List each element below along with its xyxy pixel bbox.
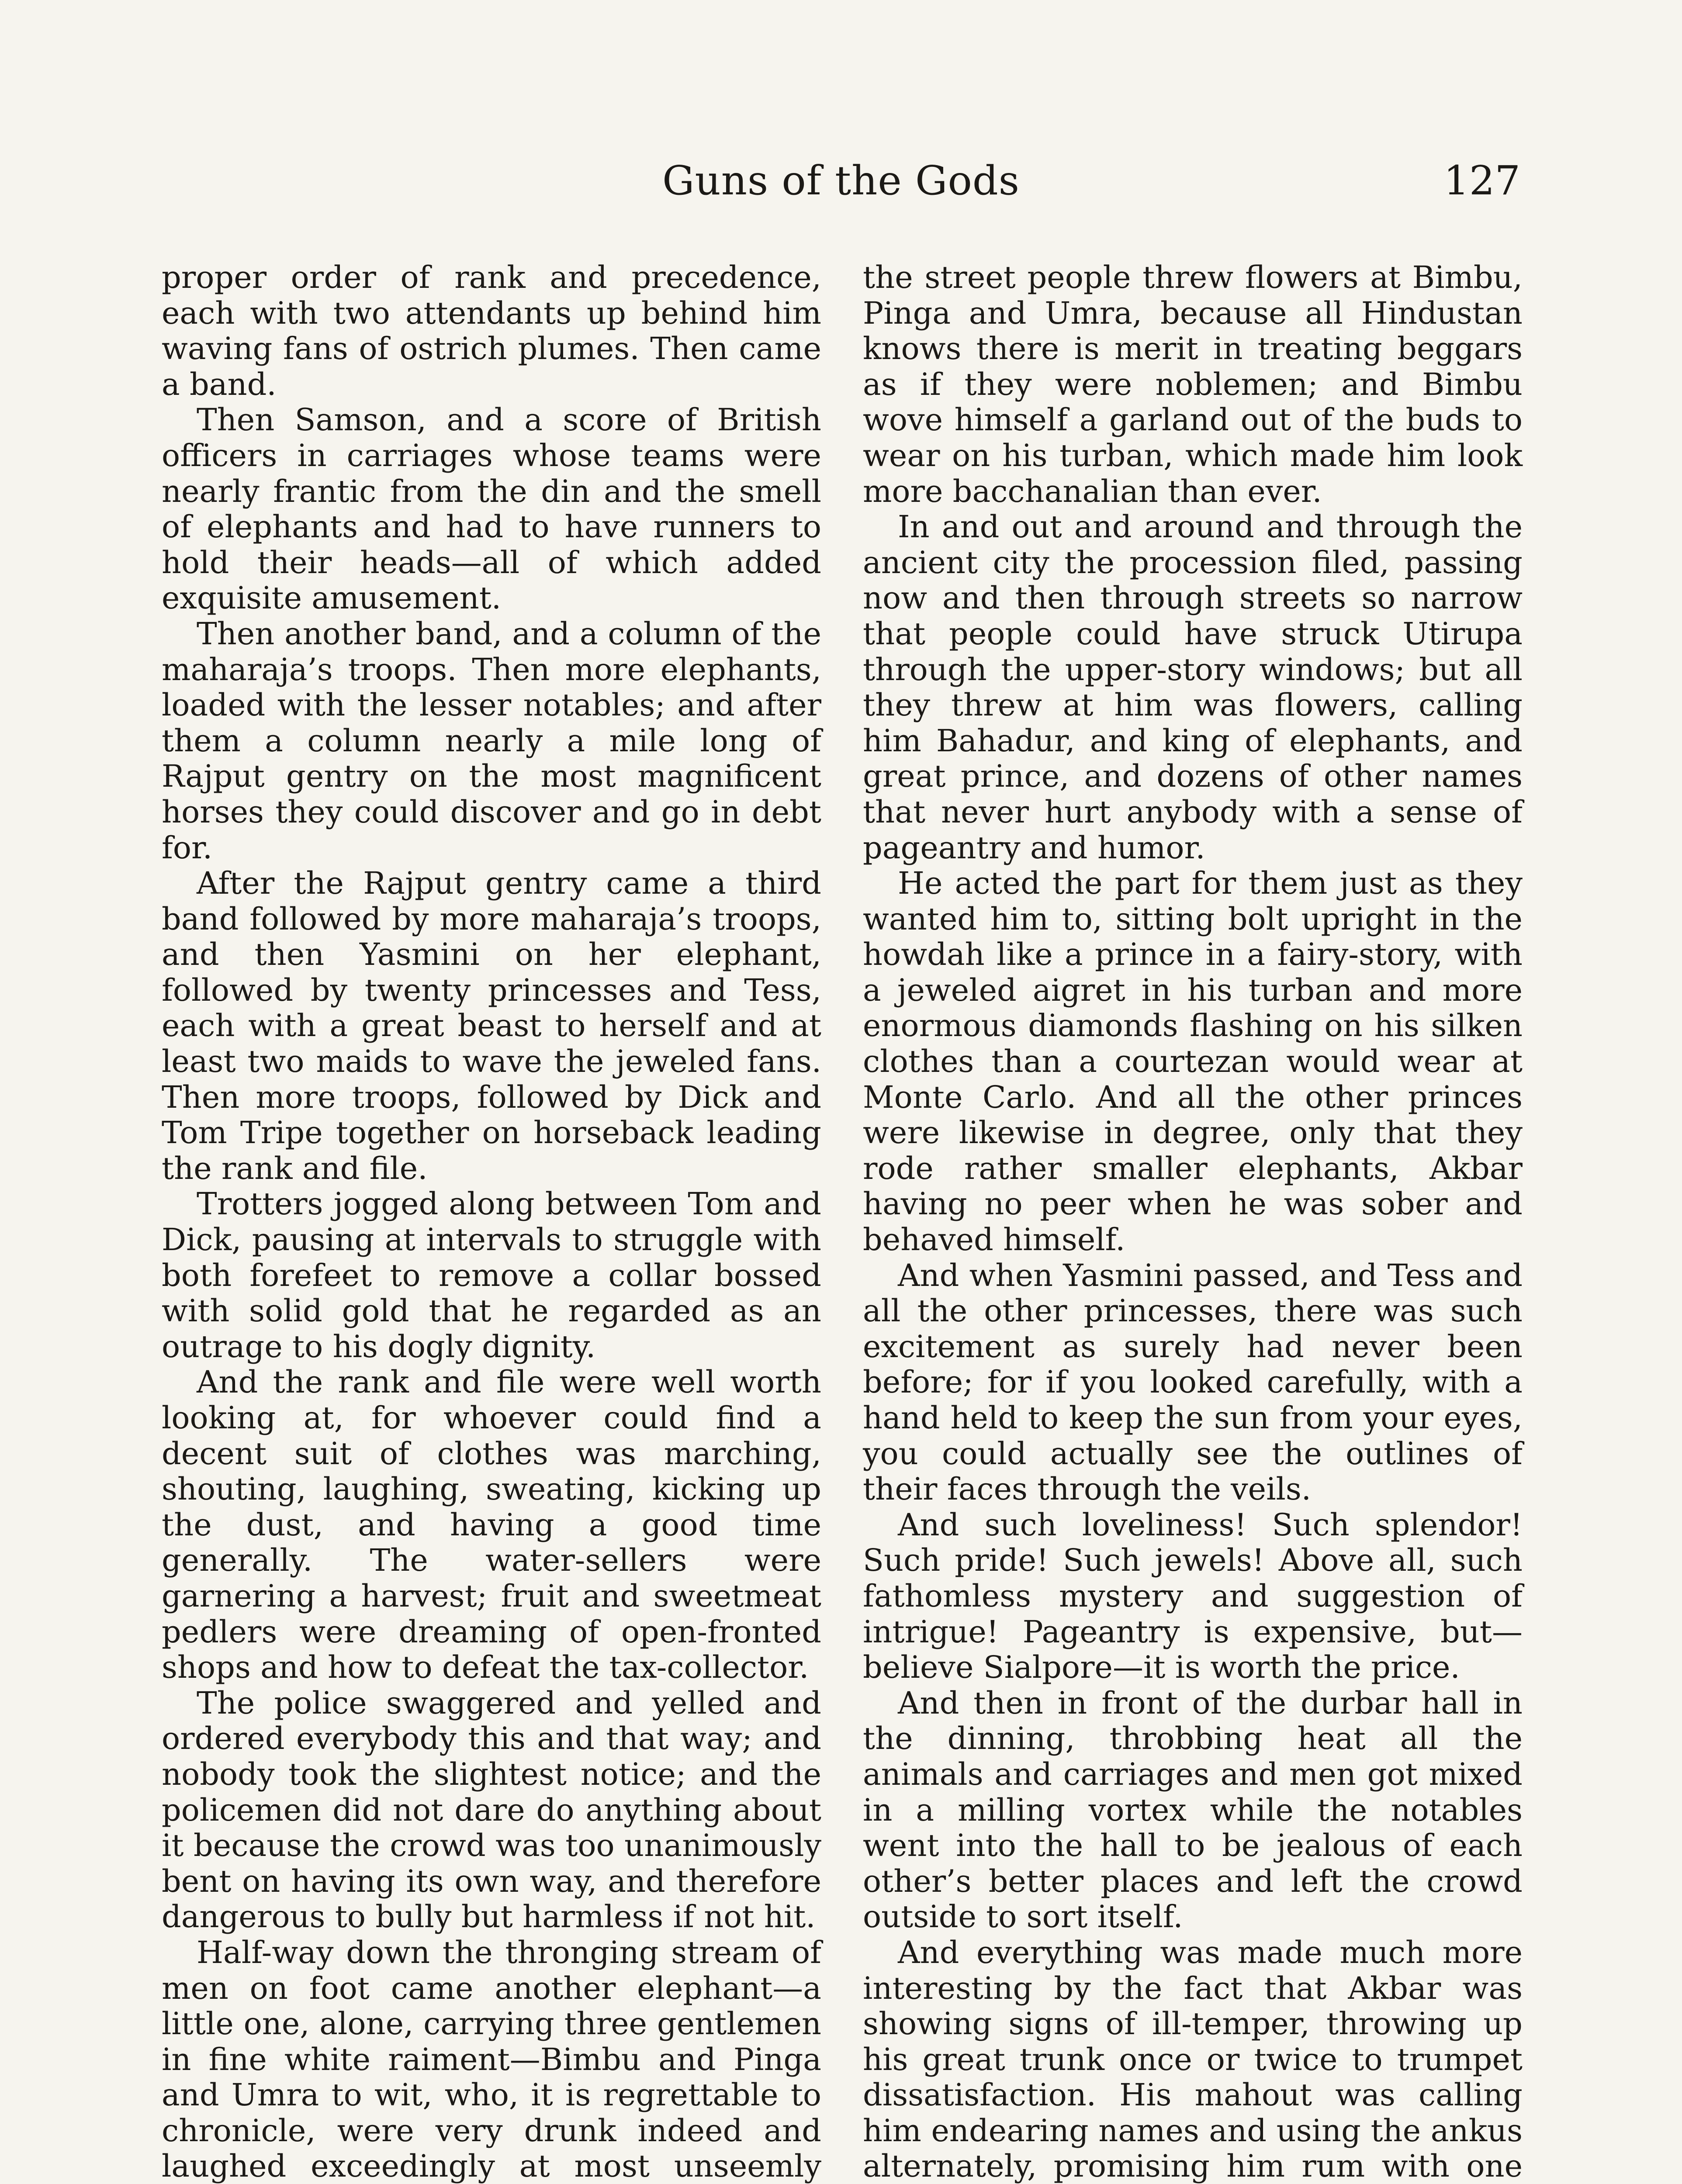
right-column bbox=[863, 260, 1523, 2184]
paragraph: And then in front of the durbar hall in the dinning, throbbing heat all the animals and carriages and men got mixed in a milling vortex while the notables went into the hall to be jealous of each other’s better places and left the crowd outside to sort itself. bbox=[863, 1685, 1523, 1935]
paragraph: Trotters jogged along between Tom and Dick, pausing at intervals to struggle with both forefeet to remove a collar bossed with solid gold that he regarded as an outrage to his dogly dignity. bbox=[162, 1186, 821, 1365]
paragraph: Then another band, and a column of the maharaja’s troops. Then more elephants, loaded with the lesser notables; and after them a column nearly a mile long of Rajput gentry on the most magnificent horses they could discover and go in debt for. bbox=[162, 615, 821, 866]
paragraph: Half-way down the thronging stream of men on foot came another elephant—a little one, alone, carrying three gentlemen in fine white raiment—Bimbu and Pinga and Umra to wit, who, it is regrettable to chronicle, were very drunk indeed and laughed exceedingly at most unseemly bbox=[162, 1934, 821, 2184]
paragraph: After the Rajput gentry came a third band followed by more maharaja’s troops, and then Yasmini on her elephant, followed by twenty princesses and Tess, each with a great beast to herself and at least two maids to wave the jeweled fans. Then more troops, followed by Dick and Tom Tripe together on horseback leading the rank and file. bbox=[162, 865, 821, 1186]
paragraph: He acted the part for them just as they wanted him to, sitting bolt upright in the howdah like a prince in a fairy-story, with a jeweled aigret in his turban and more enormous diamonds flashing on his silken clothes than a courtezan would wear at Monte Carlo. And all the other princes were likewise in degree, only that they rode rather smaller elephants, Akbar having no peer when he was sober and behaved himself. bbox=[863, 865, 1523, 1258]
paragraph: And the rank and file were well worth looking at, for whoever could find a decent suit of clothes was marching, shouting, laughing, sweating, kicking up the dust, and having a good time generally. The water-sellers were garnering a harvest; fruit and sweetmeat pedlers were dreaming of open-fronted shops and how to defeat the tax-collector. bbox=[162, 1364, 821, 1686]
left-column bbox=[162, 260, 821, 2184]
paragraph: And everything was made much more interesting by the fact that Akbar was showing signs of ill-temper, throwing up his great trunk once or twice to trumpet dissatisfaction. His mahout was calling him endearing names and using the ankus alternately, promising him rum with one bbox=[863, 1934, 1523, 2184]
paragraph: Then Samson, and a score of British officers in carriages whose teams were nearly frantic from the din and the smell of elephants and had to have runners to hold their heads—all of which added exquisite amusement. bbox=[162, 402, 821, 616]
page-number: 127 bbox=[1443, 157, 1520, 204]
paragraph: In and out and around and through the ancient city the procession filed, passing now and then through streets so narrow that people could have struck Utirupa through the upper-story windows; but all they threw at him was flowers, calling him Bahadur, and king of elephants, and great prince, and dozens of other names that never hurt anybody with a sense of pageantry and humor. bbox=[863, 509, 1523, 866]
page-header bbox=[162, 157, 1520, 223]
paragraph: And such loveliness! Such splendor! Such pride! Such jewels! Above all, such fathomless mystery and suggestion of intrigue! Pageantry is expensive, but—believe Sialpore—it is worth the price. bbox=[863, 1507, 1523, 1686]
paragraph: the street people threw flowers at Bimbu, Pinga and Umra, because all Hindustan knows there is merit in treating beggars as if they were noblemen; and Bimbu wove himself a garland out of the buds to wear on his turban, which made him look more bacchanalian than ever. bbox=[863, 259, 1523, 509]
paragraph: The police swaggered and yelled and ordered everybody this and that way; and nobody took the slightest notice; and the policemen did not dare do anything about it because the crowd was too unanimously bent on having its own way, and therefore dangerous to bully but harmless if not hit. bbox=[162, 1685, 821, 1935]
running-title: Guns of the Gods bbox=[662, 157, 1020, 204]
paragraph: proper order of rank and precedence, each with two attendants up behind him waving fans of ostrich plumes. Then came a band. bbox=[162, 259, 821, 402]
paragraph: And when Yasmini passed, and Tess and all the other princesses, there was such excitement as surely had never been before; for if you looked carefully, with a hand held to keep the sun from your eyes, you could actually see the outlines of their faces through the veils. bbox=[863, 1257, 1523, 1507]
